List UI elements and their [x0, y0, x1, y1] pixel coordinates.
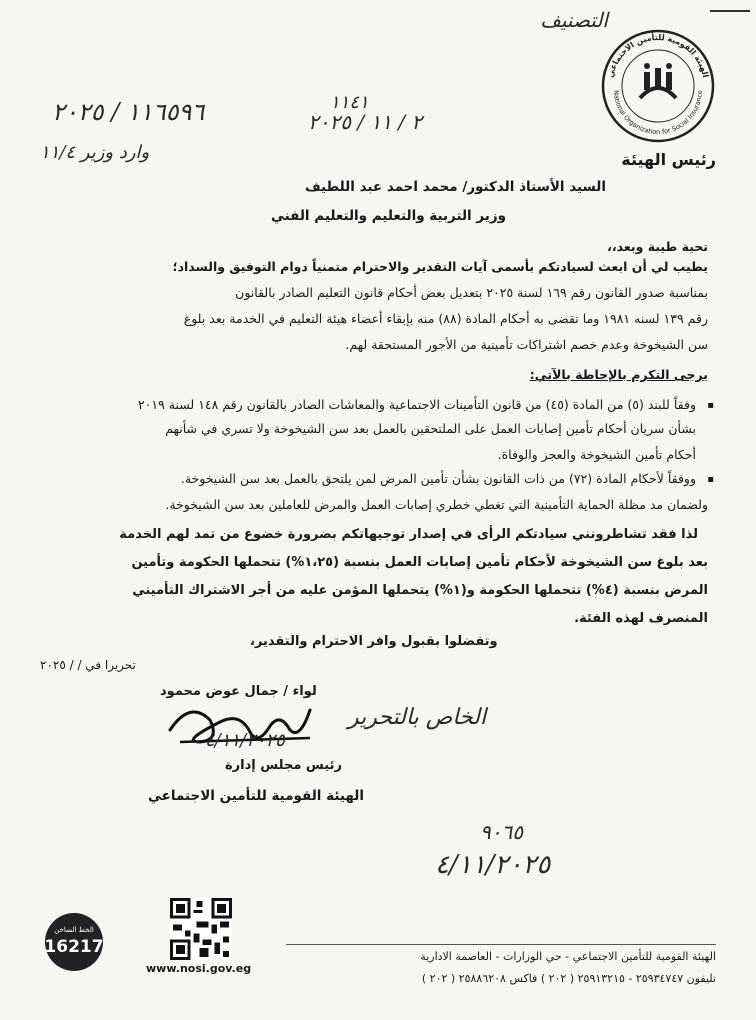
handwritten-date-bottom: ٤/١١/٢٠٢٥	[435, 850, 551, 880]
website-link[interactable]: www.nosi.gov.eg	[146, 962, 252, 975]
qr-code-icon	[168, 898, 234, 960]
footer-phone-fax: تليفون ٢٥٩٣٤٧٤٧ - ٢٥٩١٣٢١٥ ( ٢٠٢ ) فاكس ٢٥٨٨٦٢٠٨ ( ٢٠٢ )	[421, 972, 716, 985]
hotline-badge	[44, 912, 104, 972]
opening-line: يطيب لي أن ابعث لسيادتكم بأسمى آيات التقدير والاحترام متمنياً دوام التوفيق والسداد؛	[172, 259, 708, 274]
handwritten-incoming-number: ١١٦٥٩٦ / ٢٠٢٥	[52, 98, 205, 126]
handwritten-number-bottom: ٩٠٦٥	[480, 820, 523, 844]
handwritten-incoming-date: وارد وزير ١١/٤	[40, 142, 150, 163]
greeting: تحية طيبة وبعد،،	[607, 239, 708, 254]
paragraph-line: ولضمان مد مظلة الحماية التأمينية التي تغطي خطري إصابات العمل والمرض للعاملين بعد سن الشيخوخة.	[165, 497, 708, 512]
signatory-name: لواء / جمال عوض محمود	[160, 684, 317, 699]
request-heading: يرجى التكرم بالإحاطة بالآتي:	[529, 367, 708, 382]
signatory-title: رئيس مجلس إدارة	[225, 758, 342, 773]
paragraph-line: المنصرف لهذه الفئة.	[574, 611, 708, 626]
paragraph-line: بعد بلوغ سن الشيخوخة لأحكام تأمين إصابات العمل بنسبة (١،٢٥%) تتحملها الحكومة وتأمين	[131, 555, 708, 570]
svg-text:16217: 16217	[44, 937, 104, 957]
paragraph-line: المرض بنسبة (٤%) تتحملها الحكومة و(١%) يتحملها المؤمن عليه من أجر الاشتراك التأميني	[132, 583, 708, 598]
date-line: تحريرا في / / ٢٠٢٥	[40, 658, 136, 672]
recipient-name: السيد الأستاذ الدكتور/ محمد احمد عبد اللطيف	[304, 179, 606, 195]
svg-text:الهيئة القومية للتأمين الاجتما: الهيئة القومية للتأمين الاجتماعي	[605, 32, 711, 79]
footer-divider	[286, 944, 716, 945]
handwritten-ref-number: ١١٤١	[330, 92, 369, 113]
paragraph-line: بشأن سريان أحكام تأمين إصابات العمل على الملتحقين بالعمل بعد سن الشيخوخة ولا تسري في شأنهم	[165, 421, 696, 436]
handwritten-note-top: التصنيف	[540, 8, 608, 32]
bullet-item: ▪ ووفقاً لأحكام المادة (٧٢) من ذات القانون بشأن تأمين المرض لمن يلتحق بالعمل بعد سن الشيخوخة.	[40, 470, 696, 488]
authority-title: رئيس الهيئة	[621, 150, 716, 169]
signatory-organization: الهيئة القومية للتأمين الاجتماعي	[148, 788, 364, 804]
svg-text:الخط الساخن: الخط الساخن	[54, 926, 94, 934]
footer-address: الهيئة القومية للتأمين الاجتماعي - حي الوزارات - العاصمة الادارية	[420, 950, 716, 963]
paragraph-line: أحكام تأمين الشيخوخة والعجز والوفاة.	[497, 447, 696, 462]
handwritten-note-signature: الخاص بالتحرير	[348, 705, 487, 730]
top-rule	[710, 10, 750, 12]
recipient-title: وزير التربية والتعليم والتعليم الفني	[270, 208, 506, 224]
handwritten-ref-date: ٢ / ١١ / ٢٠٢٥	[308, 110, 423, 134]
nosi-logo-icon	[600, 28, 716, 144]
handwritten-signature-date: ٤/١١/٢٠٢٥	[205, 730, 285, 751]
paragraph-line: بمناسبة صدور القانون رقم ١٦٩ لسنة ٢٠٢٥ بتعديل بعض أحكام قانون التعليم الصادر بالقانون	[235, 285, 708, 300]
paragraph-line: سن الشيخوخة وعدم خصم اشتراكات تأمينية من الأجور المستحقة لهم.	[345, 337, 708, 352]
svg-text:National Organization for Soci: National Organization for Social Insurance	[611, 89, 705, 137]
closing-line: وتفضلوا بقبول وافر الاحترام والتقدير،	[250, 634, 498, 649]
bullet-item: ▪ وفقاً للبند (٥) من المادة (٤٥) من قانون التأمينات الاجتماعية والمعاشات الصادر بالقانون رقم ١٤٨ لسنة ٢٠١٩	[40, 396, 696, 414]
paragraph-line: لذا فقد تشاطرونني سيادتكم الرأى في إصدار توجيهاتكم بضرورة خضوع من تمد لهم الخدمة	[119, 527, 698, 542]
paragraph-line: رقم ١٣٩ لسنه ١٩٨١ وما تقضى به أحكام المادة (٨٨) منه بإبقاء أعضاء هيئة التعليم في الخدمة بعد بلوغ	[183, 311, 708, 326]
